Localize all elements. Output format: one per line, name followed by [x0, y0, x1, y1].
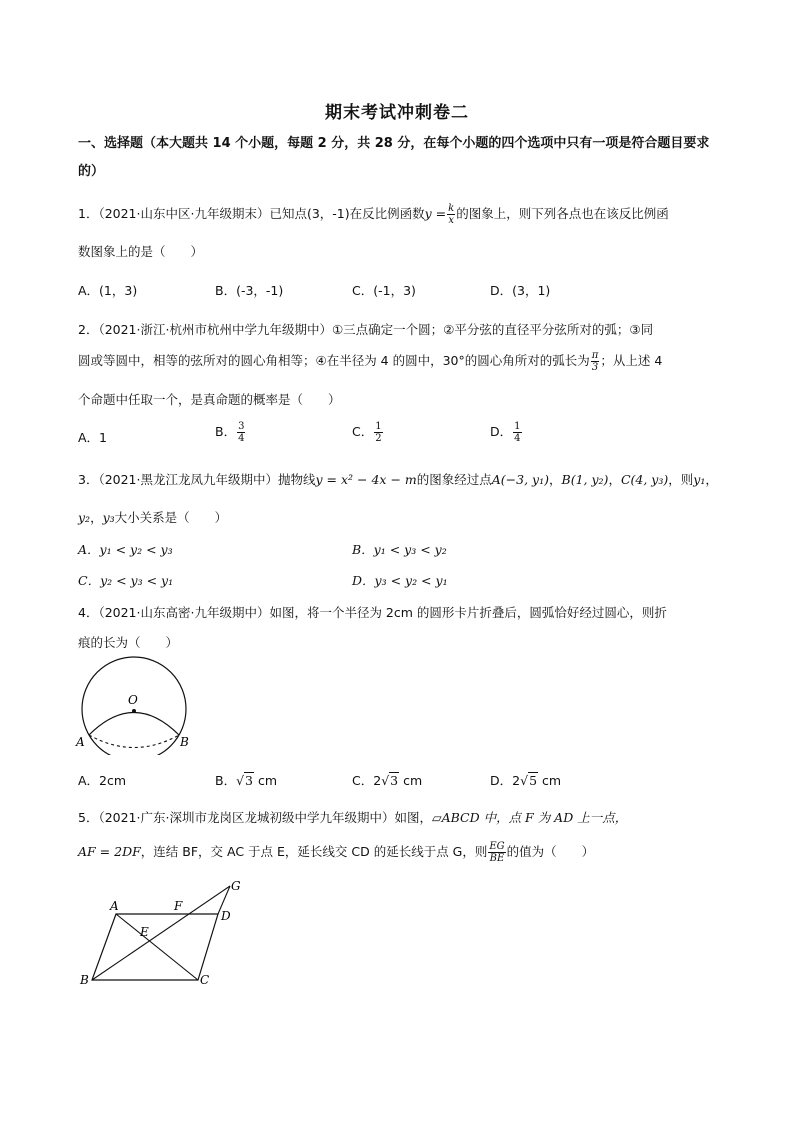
q5-line2: AF = 2DF，连结 BF，交 AC 于点 E，延长线交 CD 的延长线于点 G，则 $\frac{EG}{BE}$ 的值为（ ） [78, 841, 595, 864]
q2-line2: 圆或等圆中，相等的弦所对的圆心角相等；④在半径为 4 的圆中，30°的圆心角所对的弧长为 $\frac{\pi}{3}$ ；从上述 4 [78, 350, 663, 373]
q4-folded-circle-figure [70, 655, 200, 755]
q3-option-b: B．y₁ < y₃ < y₂ [352, 542, 447, 557]
q4-dashed-arc [89, 735, 179, 748]
q4-label-a: A [76, 735, 85, 749]
q5-label-c: C [200, 973, 210, 987]
q5-line1: 5．（2021·广东·深圳市龙岗区龙城初级中学九年级期中）如图，▱ABCD 中，点 F 为 AD 上一点， [78, 810, 628, 825]
q4-option-d: D．2√5 cm [490, 773, 562, 788]
q3-option-c: C．y₂ < y₃ < y₁ [78, 573, 174, 588]
q5-label-f: F [174, 899, 183, 913]
q5-parallelogram-figure [76, 876, 256, 991]
q2-line3: 个命题中任取一个，是真命题的概率是（ ） [78, 392, 341, 407]
q1-option-c: C．(-1，3) [352, 283, 416, 298]
q2-line1: 2．（2021·浙江·杭州市杭州中学九年级期中）①三点确定一个圆；②平分弦的直径平分弦所对的弧；③同 [78, 322, 654, 337]
q5-label-g: G [231, 879, 241, 893]
q1-fx-lhs: y = [424, 206, 447, 221]
q1-option-d: D．(3，1) [490, 283, 551, 298]
q5-label-b: B [80, 973, 89, 987]
q1-option-b: B．(-3，-1) [215, 283, 284, 298]
q4-line1: 4．（2021·山东高密·九年级期中）如图，将一个半径为 2cm 的圆形卡片折叠后，圆弧恰好经过圆心，则折 [78, 605, 667, 620]
q1-frac: $\frac{k}{x}$ [448, 203, 455, 226]
q2-option-a: A．1 [78, 430, 108, 445]
q3-option-a: A．y₁ < y₂ < y₃ [78, 542, 173, 557]
q1-option-a: A．(1，3) [78, 283, 138, 298]
q2-frac-pi-3: $\frac{\pi}{3}$ [591, 350, 599, 373]
q2-option-b: B． $\frac{3}{4}$ [215, 421, 245, 444]
q3-point-b: B(1, y₂) [561, 472, 609, 487]
q5-diagonal-ac [116, 914, 198, 980]
q4-folded-arc [89, 713, 179, 736]
q3-option-d: D．y₃ < y₂ < y₁ [352, 573, 448, 588]
q2-option-c: C． $\frac{1}{2}$ [352, 421, 382, 444]
q4-option-c: C．2√3 cm [352, 773, 423, 788]
q3-line1: 3．（2021·黑龙江龙凤九年级期中）抛物线y = x² − 4x − m的图象经过点A(−3, y₁)，B(1, y₂)，C(4, y₃)，则y₁， [78, 472, 718, 487]
q5-label-d: D [221, 909, 231, 923]
section-heading: 一、选择题（本大题共 14 个小题，每题 2 分，共 28 分，在每个小题的四个选项中只有一项是符合题目要求的） [78, 136, 710, 179]
q4-label-o: O [128, 693, 138, 707]
q5-label-a: A [110, 899, 119, 913]
q4-label-b: B [180, 735, 189, 749]
q3-line2: y₂，y₃大小关系是（ ） [78, 510, 228, 525]
page-title: 期末考试冲刺卷二 [325, 103, 469, 123]
q3-point-c: C(4, y₃) [620, 472, 669, 487]
q1-line2: 数图象上的是（ ） [78, 244, 204, 259]
q3-parabola-expr: y = x² − 4x − m [315, 472, 417, 487]
q3-point-a: A(−3, y₁) [491, 472, 549, 487]
q4-option-b: B．√3 cm [215, 773, 278, 788]
q5-label-e: E [140, 925, 149, 939]
q4-line2: 痕的长为（ ） [78, 635, 179, 650]
q2-option-d: D． $\frac{1}{4}$ [490, 421, 521, 444]
q1-line1: 1．（2021·山东中区·九年级期末）已知点(3，-1)在反比例函数y = $\frac{k}{x}$ 的图象上，则下列各点也在该反比例函 [78, 203, 669, 226]
q5-parallelogram [92, 914, 218, 980]
q4-option-a: A．2cm [78, 773, 127, 788]
q4-center-point [132, 709, 136, 713]
